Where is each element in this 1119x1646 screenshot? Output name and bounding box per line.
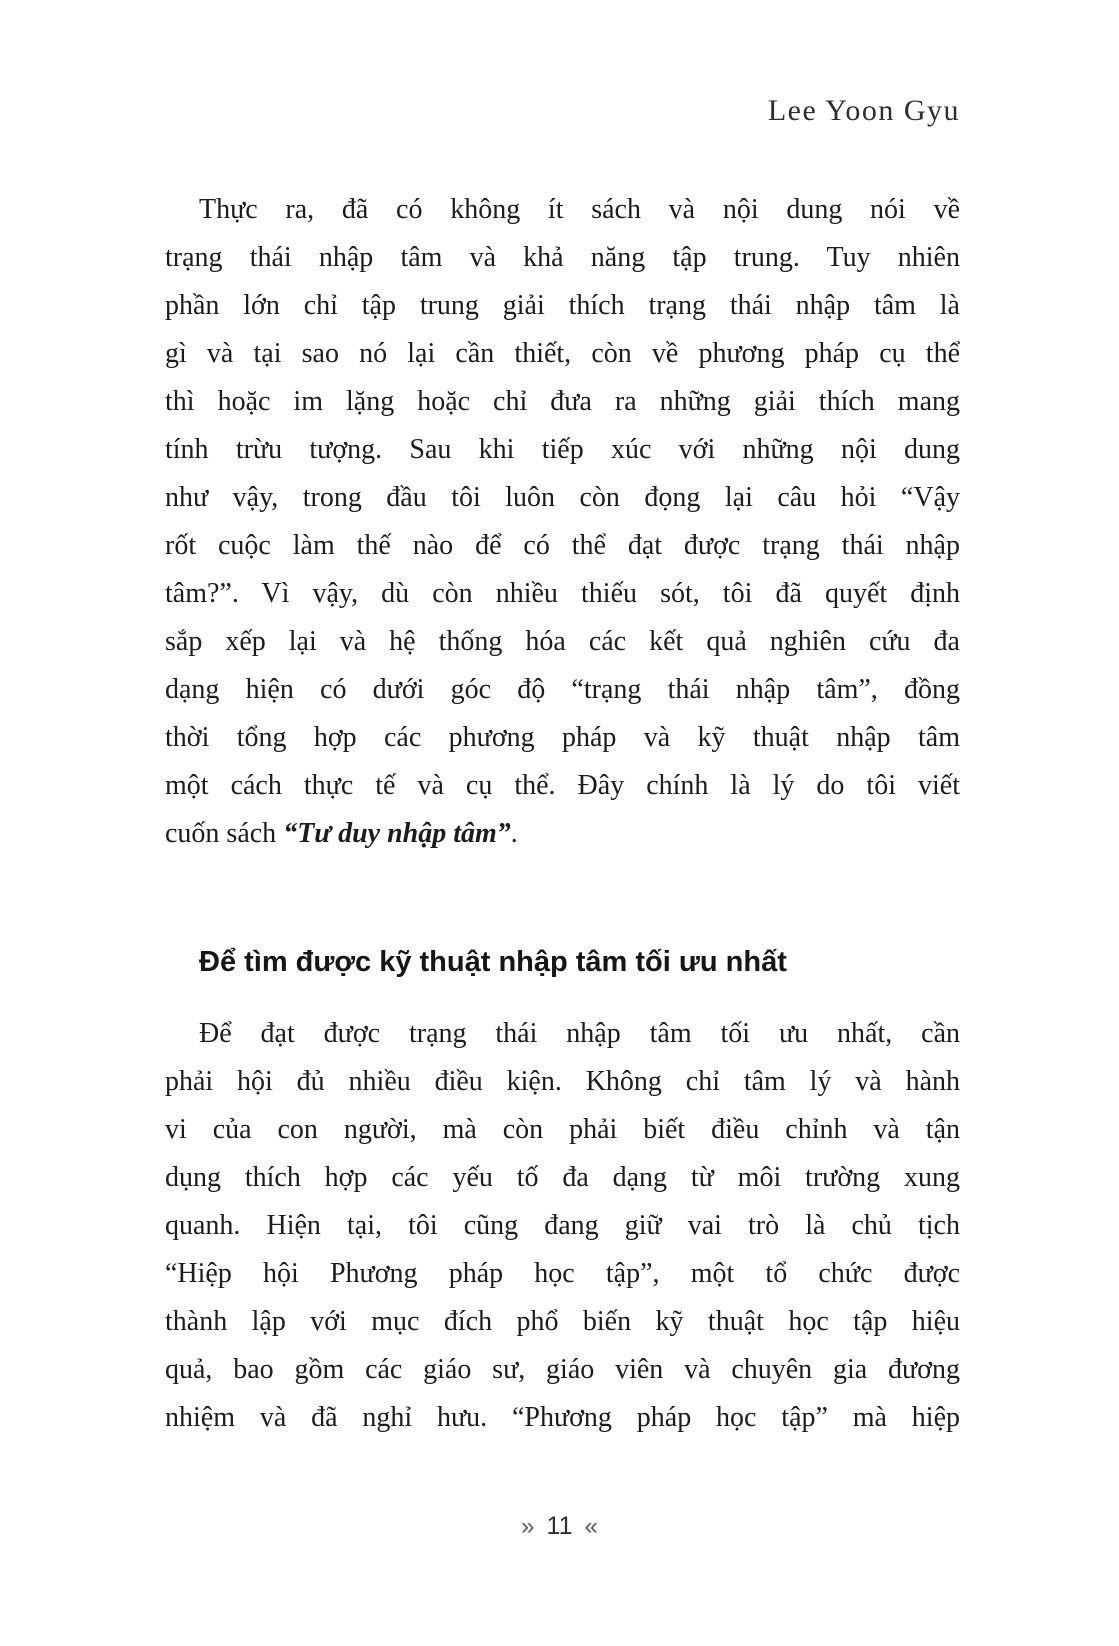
running-header [768,94,960,128]
left-guillemet-ornament-icon: » [521,1513,535,1540]
text-line: dụng thích hợp các yếu tố đa dạng từ môi trường xung [165,1162,960,1193]
text-line: nhiệm và đã nghỉ hưu. “Phương pháp học tập” mà hiệp [165,1402,960,1433]
right-guillemet-ornament-icon: « [584,1513,598,1540]
text-line: Thực ra, đã có không ít sách và nội dung nói về [199,194,960,225]
author-name: Lee Yoon Gyu [767,94,960,127]
book-title-emphasis: “Tư duy nhập tâm” [283,818,511,849]
text-line: tâm?”. Vì vậy, dù còn nhiều thiếu sót, tôi đã quyết định [165,578,960,609]
text-line: như vậy, trong đầu tôi luôn còn đọng lại câu hỏi “Vậy [165,482,960,513]
text-line: dạng hiện có dưới góc độ “trạng thái nhập tâm”, đồng [165,674,960,705]
text-line: Để đạt được trạng thái nhập tâm tối ưu nhất, cần [199,1018,960,1049]
text-segment: . [510,818,518,849]
page-footer [0,1512,1119,1541]
text-line: sắp xếp lại và hệ thống hóa các kết quả nghiên cứu đa [165,626,960,657]
paragraph-2 [165,1010,960,1442]
text-line-with-book-title [165,810,960,858]
text-line: thì hoặc im lặng hoặc chỉ đưa ra những giải thích mang [165,386,960,417]
text-line: tính trừu tượng. Sau khi tiếp xúc với những nội dung [165,434,960,465]
text-line: quả, bao gồm các giáo sư, giáo viên và chuyên gia đương [165,1354,960,1385]
text-line: phải hội đủ nhiều điều kiện. Không chỉ tâm lý và hành [165,1066,960,1097]
text-line: gì và tại sao nó lại cần thiết, còn về phương pháp cụ thể [165,338,960,369]
page-number: 11 [546,1512,573,1540]
text-line: quanh. Hiện tại, tôi cũng đang giữ vai trò là chủ tịch [165,1210,960,1241]
text-line: trạng thái nhập tâm và khả năng tập trung. Tuy nhiên [165,242,960,273]
text-line: phần lớn chỉ tập trung giải thích trạng thái nhập tâm là [165,290,960,321]
section-heading: Để tìm được kỹ thuật nhập tâm tối ưu nhất [199,946,787,978]
text-line: “Hiệp hội Phương pháp học tập”, một tổ chức được [165,1258,960,1289]
text-line: thời tổng hợp các phương pháp và kỹ thuật nhập tâm [165,722,960,753]
text-line: vi của con người, mà còn phải biết điều chỉnh và tận [165,1114,960,1145]
text-line: rốt cuộc làm thế nào để có thể đạt được trạng thái nhập [165,530,960,561]
paragraph-1 [165,186,960,858]
text-line: một cách thực tế và cụ thể. Đây chính là lý do tôi viết [165,770,960,801]
text-segment: cuốn sách [165,818,284,849]
text-line: thành lập với mục đích phổ biến kỹ thuật học tập hiệu [165,1306,960,1337]
